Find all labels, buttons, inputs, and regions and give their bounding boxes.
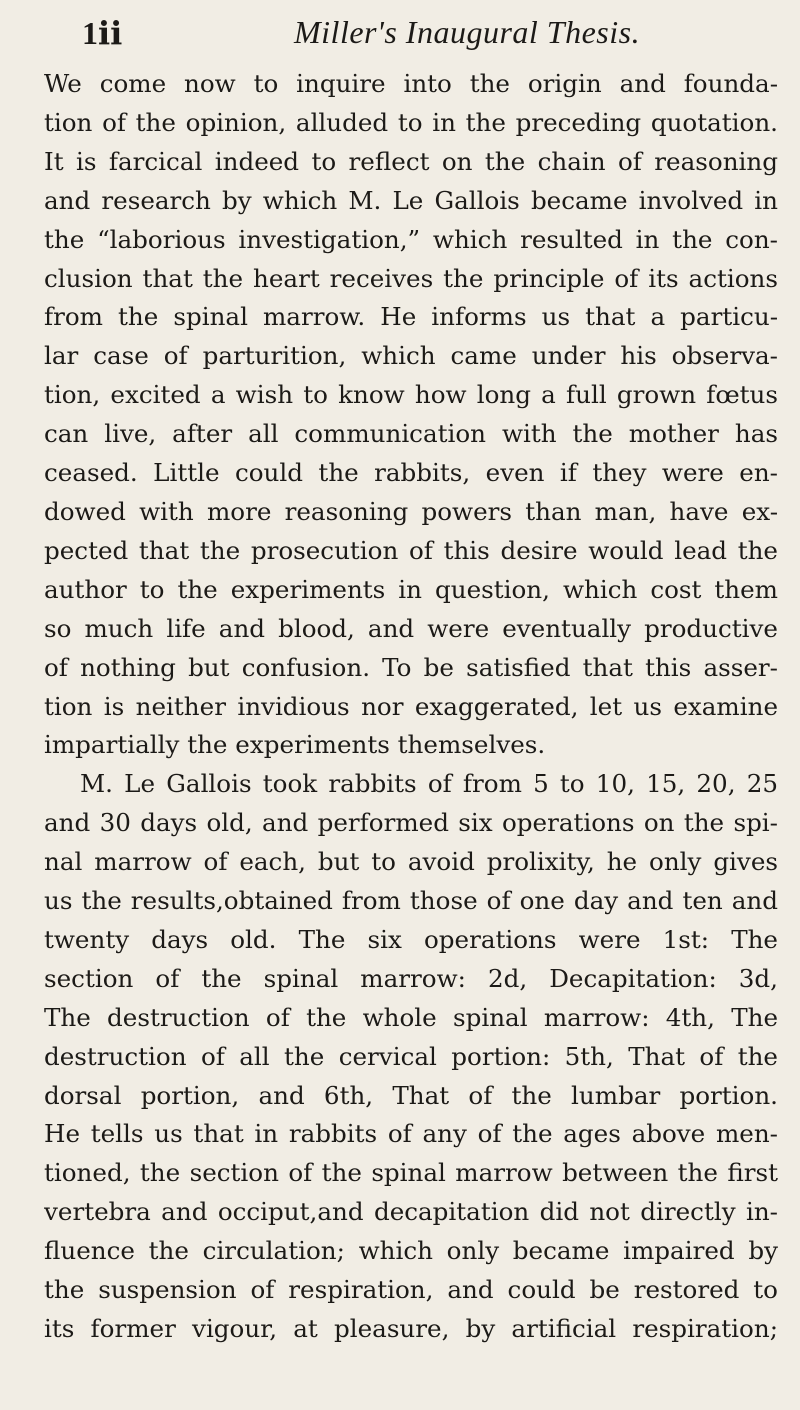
text-line: author to the experiments in question, which cost them: [44, 574, 778, 604]
body-text: [44, 65, 778, 1349]
running-head-title: Miller's Inaugural Thesis.: [294, 14, 641, 50]
text-line: tion, excited a wish to know how long a full grown fœtus: [44, 380, 778, 410]
text-line: The destruction of the whole spinal marrow: 4th, The: [44, 1002, 778, 1032]
text-line: the suspension of respiration, and could be restored to: [44, 1275, 778, 1305]
text-line: its former vigour, at pleasure, by artificial respiration;: [44, 1314, 778, 1343]
text-line: M. Le Gallois took rabbits of from 5 to 10, 15, 20, 25: [80, 769, 778, 799]
running-head: [44, 10, 778, 58]
text-line: of nothing but confusion. To be satisfied that this asser-: [44, 652, 778, 682]
text-line: and research by which M. Le Gallois became involved in: [44, 185, 778, 215]
text-line: lar case of parturition, which came under his observa-: [44, 341, 778, 371]
text-line: dowed with more reasoning powers than man, have ex-: [44, 496, 778, 526]
text-line: and 30 days old, and performed six operations on the spi-: [44, 808, 778, 838]
text-line: destruction of all the cervical portion: 5th, That of the: [44, 1041, 778, 1071]
text-line: It is farcical indeed to reflect on the chain of reasoning: [44, 146, 778, 176]
text-line: vertebra and occiput,and decapitation did not directly in-: [44, 1197, 778, 1227]
text-line: tion is neither invidious nor exaggerated, let us examine: [44, 691, 778, 721]
text-line: nal marrow of each, but to avoid prolixity, he only gives: [44, 847, 778, 877]
text-line: so much life and blood, and were eventually productive: [44, 613, 778, 643]
text-line: fluence the circulation; which only became impaired by: [44, 1236, 778, 1266]
text-line: us the results,obtained from those of one day and ten and: [44, 886, 778, 916]
text-line: the “laborious investigation,” which resulted in the con-: [44, 224, 778, 254]
page-number: 1ⅱ: [82, 15, 123, 51]
text-line: tion of the opinion, alluded to in the preceding quotation.: [44, 107, 778, 137]
text-line: section of the spinal marrow: 2d, Decapitation: 3d,: [44, 963, 778, 993]
text-line: from the spinal marrow. He informs us that a particu-: [44, 302, 778, 332]
paragraph: [44, 765, 778, 1349]
paragraph: [44, 65, 778, 765]
text-line: He tells us that in rabbits of any of the ages above men-: [44, 1119, 778, 1149]
text-line: dorsal portion, and 6th, That of the lumbar portion.: [44, 1080, 778, 1110]
text-line: clusion that the heart receives the principle of its actions: [44, 263, 778, 293]
text-line: We come now to inquire into the origin and founda-: [44, 69, 778, 98]
text-line: ceased. Little could the rabbits, even if they were en-: [44, 458, 778, 488]
text-line: tioned, the section of the spinal marrow between the first: [44, 1158, 778, 1188]
text-line: can live, after all communication with the mother has: [44, 419, 778, 449]
text-line: pected that the prosecution of this desire would lead the: [44, 535, 778, 565]
text-line: twenty days old. The six operations were 1st: The: [44, 924, 778, 954]
text-line: impartially the experiments themselves.: [44, 730, 546, 760]
